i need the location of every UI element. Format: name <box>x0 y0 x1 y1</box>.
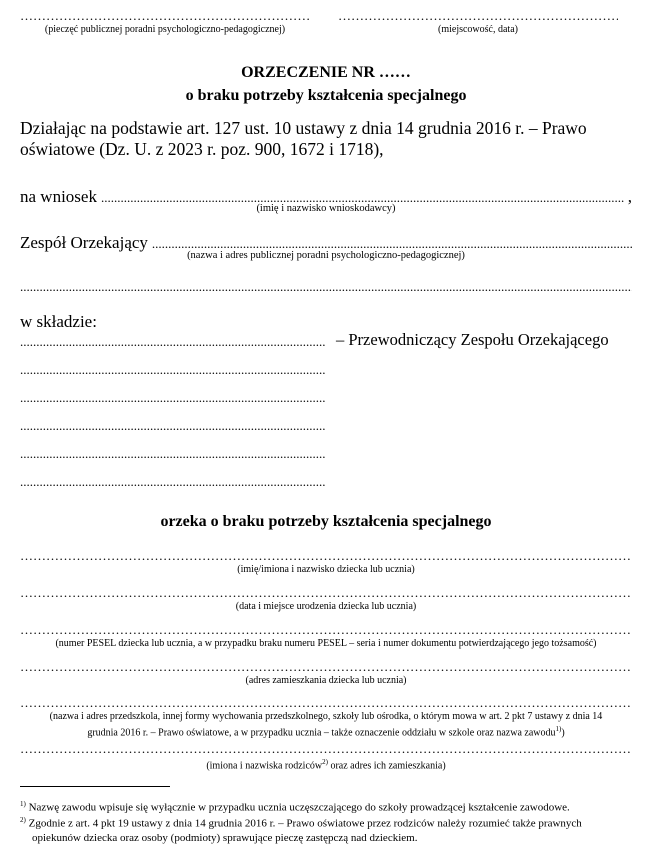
parents-caption-end: oraz adres ich zamieszkania) <box>327 760 446 772</box>
place-date-dotted-line[interactable] <box>338 8 618 24</box>
address-caption: (adres zamieszkania dziecka lub ucznia) <box>245 675 407 686</box>
stamp-caption: (pieczęć publicznej poradni psychologiczno-pedagogicznej) <box>44 24 286 35</box>
team-caption: (nazwa i adres publicznej poradni psychologiczno-pedagogicznej) <box>187 250 465 261</box>
document-subtitle: o braku potrzeby kształcenia specjalnego <box>185 87 467 104</box>
member-dotted-line[interactable] <box>20 418 326 434</box>
footnote-1-number: 1) <box>20 800 26 808</box>
place-date-field <box>338 8 618 35</box>
address-dotted-line[interactable] <box>20 659 632 674</box>
child-name-caption: (imię/imiona i nazwisko dziecka lub ucznia) <box>237 564 415 575</box>
decision-heading: orzeka o braku potrzeby kształcenia specjalnego <box>160 513 492 530</box>
applicant-label: na wniosek <box>20 187 97 206</box>
pesel-dotted-line[interactable] <box>20 622 632 637</box>
birth-data-caption: (data i miejsce urodzenia dziecka lub ucznia) <box>235 601 417 612</box>
composition-label: w składzie: <box>20 312 97 331</box>
legal-basis-paragraph: Działając na podstawie art. 127 ust. 10 ustawy z dnia 14 grudnia 2016 r. – Prawo oświatowe (Dz. U. z 2023 r. poz. 900, 1672 i 1718), <box>20 118 587 159</box>
document-title: ORZECZENIE NR …… <box>241 64 411 81</box>
team-address-dotted-line[interactable] <box>20 279 632 295</box>
pesel-caption: (numer PESEL dziecka lub ucznia, a w przypadku braku numeru PESEL – seria i numer dokumentu potwierdzającego jego tożsamość) <box>55 638 597 649</box>
member-chair-dotted-line[interactable] <box>20 334 326 350</box>
applicant-caption: (imię i nazwisko wnioskodawcy) <box>256 203 396 214</box>
footnote-1 <box>20 797 632 815</box>
member-dotted-line[interactable] <box>20 390 326 406</box>
footnote-1-text: Nazwę zawodu wpisuje się wyłącznie w przypadku ucznia uczęszczającego do szkoły prowadzącej kształcenie zawodowe. <box>28 801 570 814</box>
team-label: Zespół Orzekający <box>20 233 148 252</box>
place-date-caption: (miejscowość, data) <box>438 24 518 35</box>
school-caption-text: (nazwa i adres przedszkola, innej formy wychowania przedszkolnego, szkoły lub ośrodka, o którym mowa w art. 2 pkt 7 ustawy z dnia 14 grudnia 2016 r. – Prawo oświatowe, a w przypadku ucznia – także oznaczenie oddziału w szkole oraz nazwa zawodu <box>49 711 603 739</box>
school-caption <box>40 710 612 739</box>
parents-caption-text: (imiona i nazwiska rodziców <box>206 760 323 772</box>
footnote-rule <box>20 786 170 787</box>
school-dotted-line[interactable] <box>20 695 632 710</box>
stamp-dotted-line[interactable] <box>20 8 310 24</box>
parents-caption-footnote-ref: 2) <box>322 758 328 766</box>
member-dotted-line[interactable] <box>20 474 326 490</box>
footnote-2 <box>20 813 632 845</box>
stamp-field <box>20 8 310 35</box>
child-name-dotted-line[interactable] <box>20 548 632 563</box>
member-dotted-line[interactable] <box>20 446 326 462</box>
applicant-trailing-comma: , <box>627 187 632 206</box>
footnote-2-text: Zgodnie z art. 4 pkt 19 ustawy z dnia 14 grudnia 2016 r. – Prawo oświatowe przez rodziców należy rozumieć także prawnych <box>28 817 582 830</box>
birth-data-dotted-line[interactable] <box>20 585 632 600</box>
school-caption-end: ) <box>561 727 565 739</box>
footnote-2-number: 2) <box>20 816 26 824</box>
member-dotted-line[interactable] <box>20 362 326 378</box>
chair-label: – Przewodniczący Zespołu Orzekającego <box>336 330 609 349</box>
footnote-2-continuation: opiekunów dziecka oraz osoby (podmioty) sprawujące pieczę zastępczą nad dzieckiem. <box>32 831 418 844</box>
parents-caption <box>40 756 612 772</box>
parents-dotted-line[interactable] <box>20 741 632 756</box>
school-caption-footnote-ref: 1) <box>555 725 562 733</box>
